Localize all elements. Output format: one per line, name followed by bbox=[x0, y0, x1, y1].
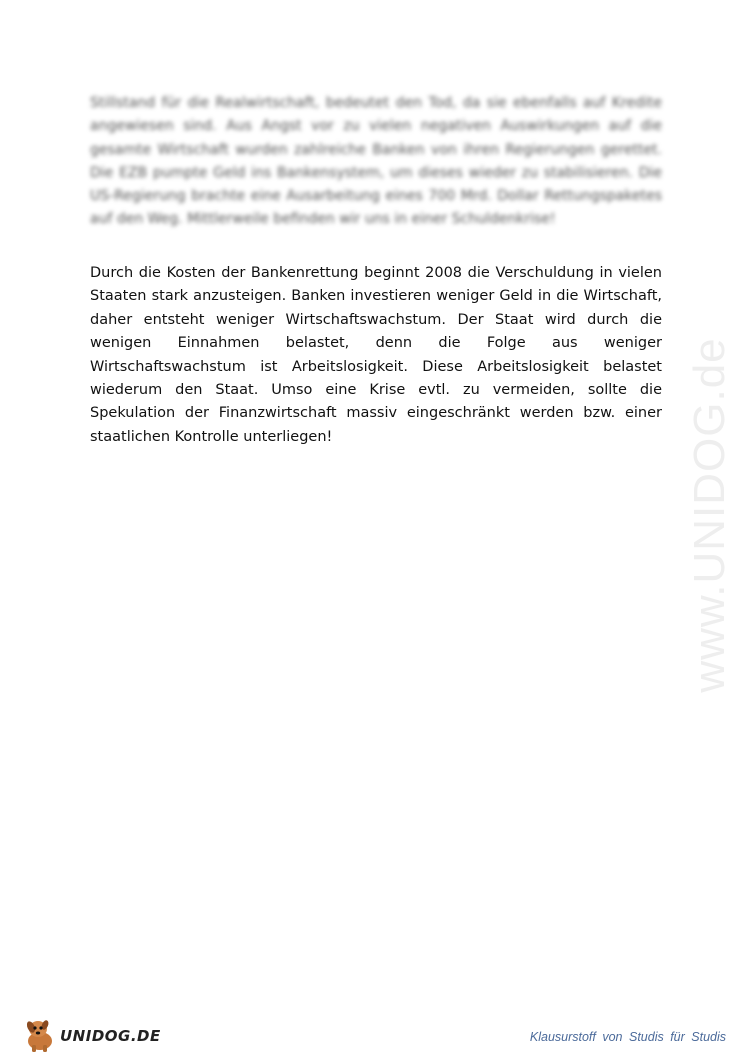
dog-mascot-icon bbox=[22, 1014, 62, 1054]
watermark-text: www.UNIDOG.de bbox=[685, 337, 734, 693]
body-paragraph: Durch die Kosten der Bankenrettung beginnt 2008 die Verschuldung in vielen Staaten stark anzusteigen. Banken investieren weniger Geld in die Wirtschaft, daher entsteht weniger Wirtschaftswachstum. Der Staat wird durch die wenigen Einnahmen belastet, denn die Folge aus weniger Wirtschaftswachstum ist Arbeitslosigkeit. Diese Arbeitslosigkeit belastet wiederum den Staat. Umso eine Krise evtl. zu vermeiden, sollte die Spekulation der Finanzwirtschaft massiv eingeschränkt werden bzw. einer staatlichen Kontrolle unterliegen! bbox=[90, 265, 662, 445]
blurred-paragraph: Stillstand für die Realwirtschaft, bedeutet den Tod, da sie ebenfalls auf Kredite angewiesen sind. Aus Angst vor zu vielen negativen Auswirkungen auf die gesamte Wirtschaft wurden zahlreiche Banken von ihren Regierungen gerettet. Die EZB pumpte Geld ins Bankensystem, um dieses wieder zu stabilisieren. Die US-Regierung brachte eine Ausarbeitung eines 700 Mrd. Dollar Rettungspaketes auf den Weg. Mittlerweile befinden wir uns in einer Schuldenkrise! bbox=[90, 95, 662, 228]
footer-tagline: Klausurstoff von Studis für Studis bbox=[529, 1030, 726, 1044]
logo-wordmark: UNIDOG.DE bbox=[60, 1027, 161, 1045]
footer-logo[interactable] bbox=[22, 1014, 161, 1054]
